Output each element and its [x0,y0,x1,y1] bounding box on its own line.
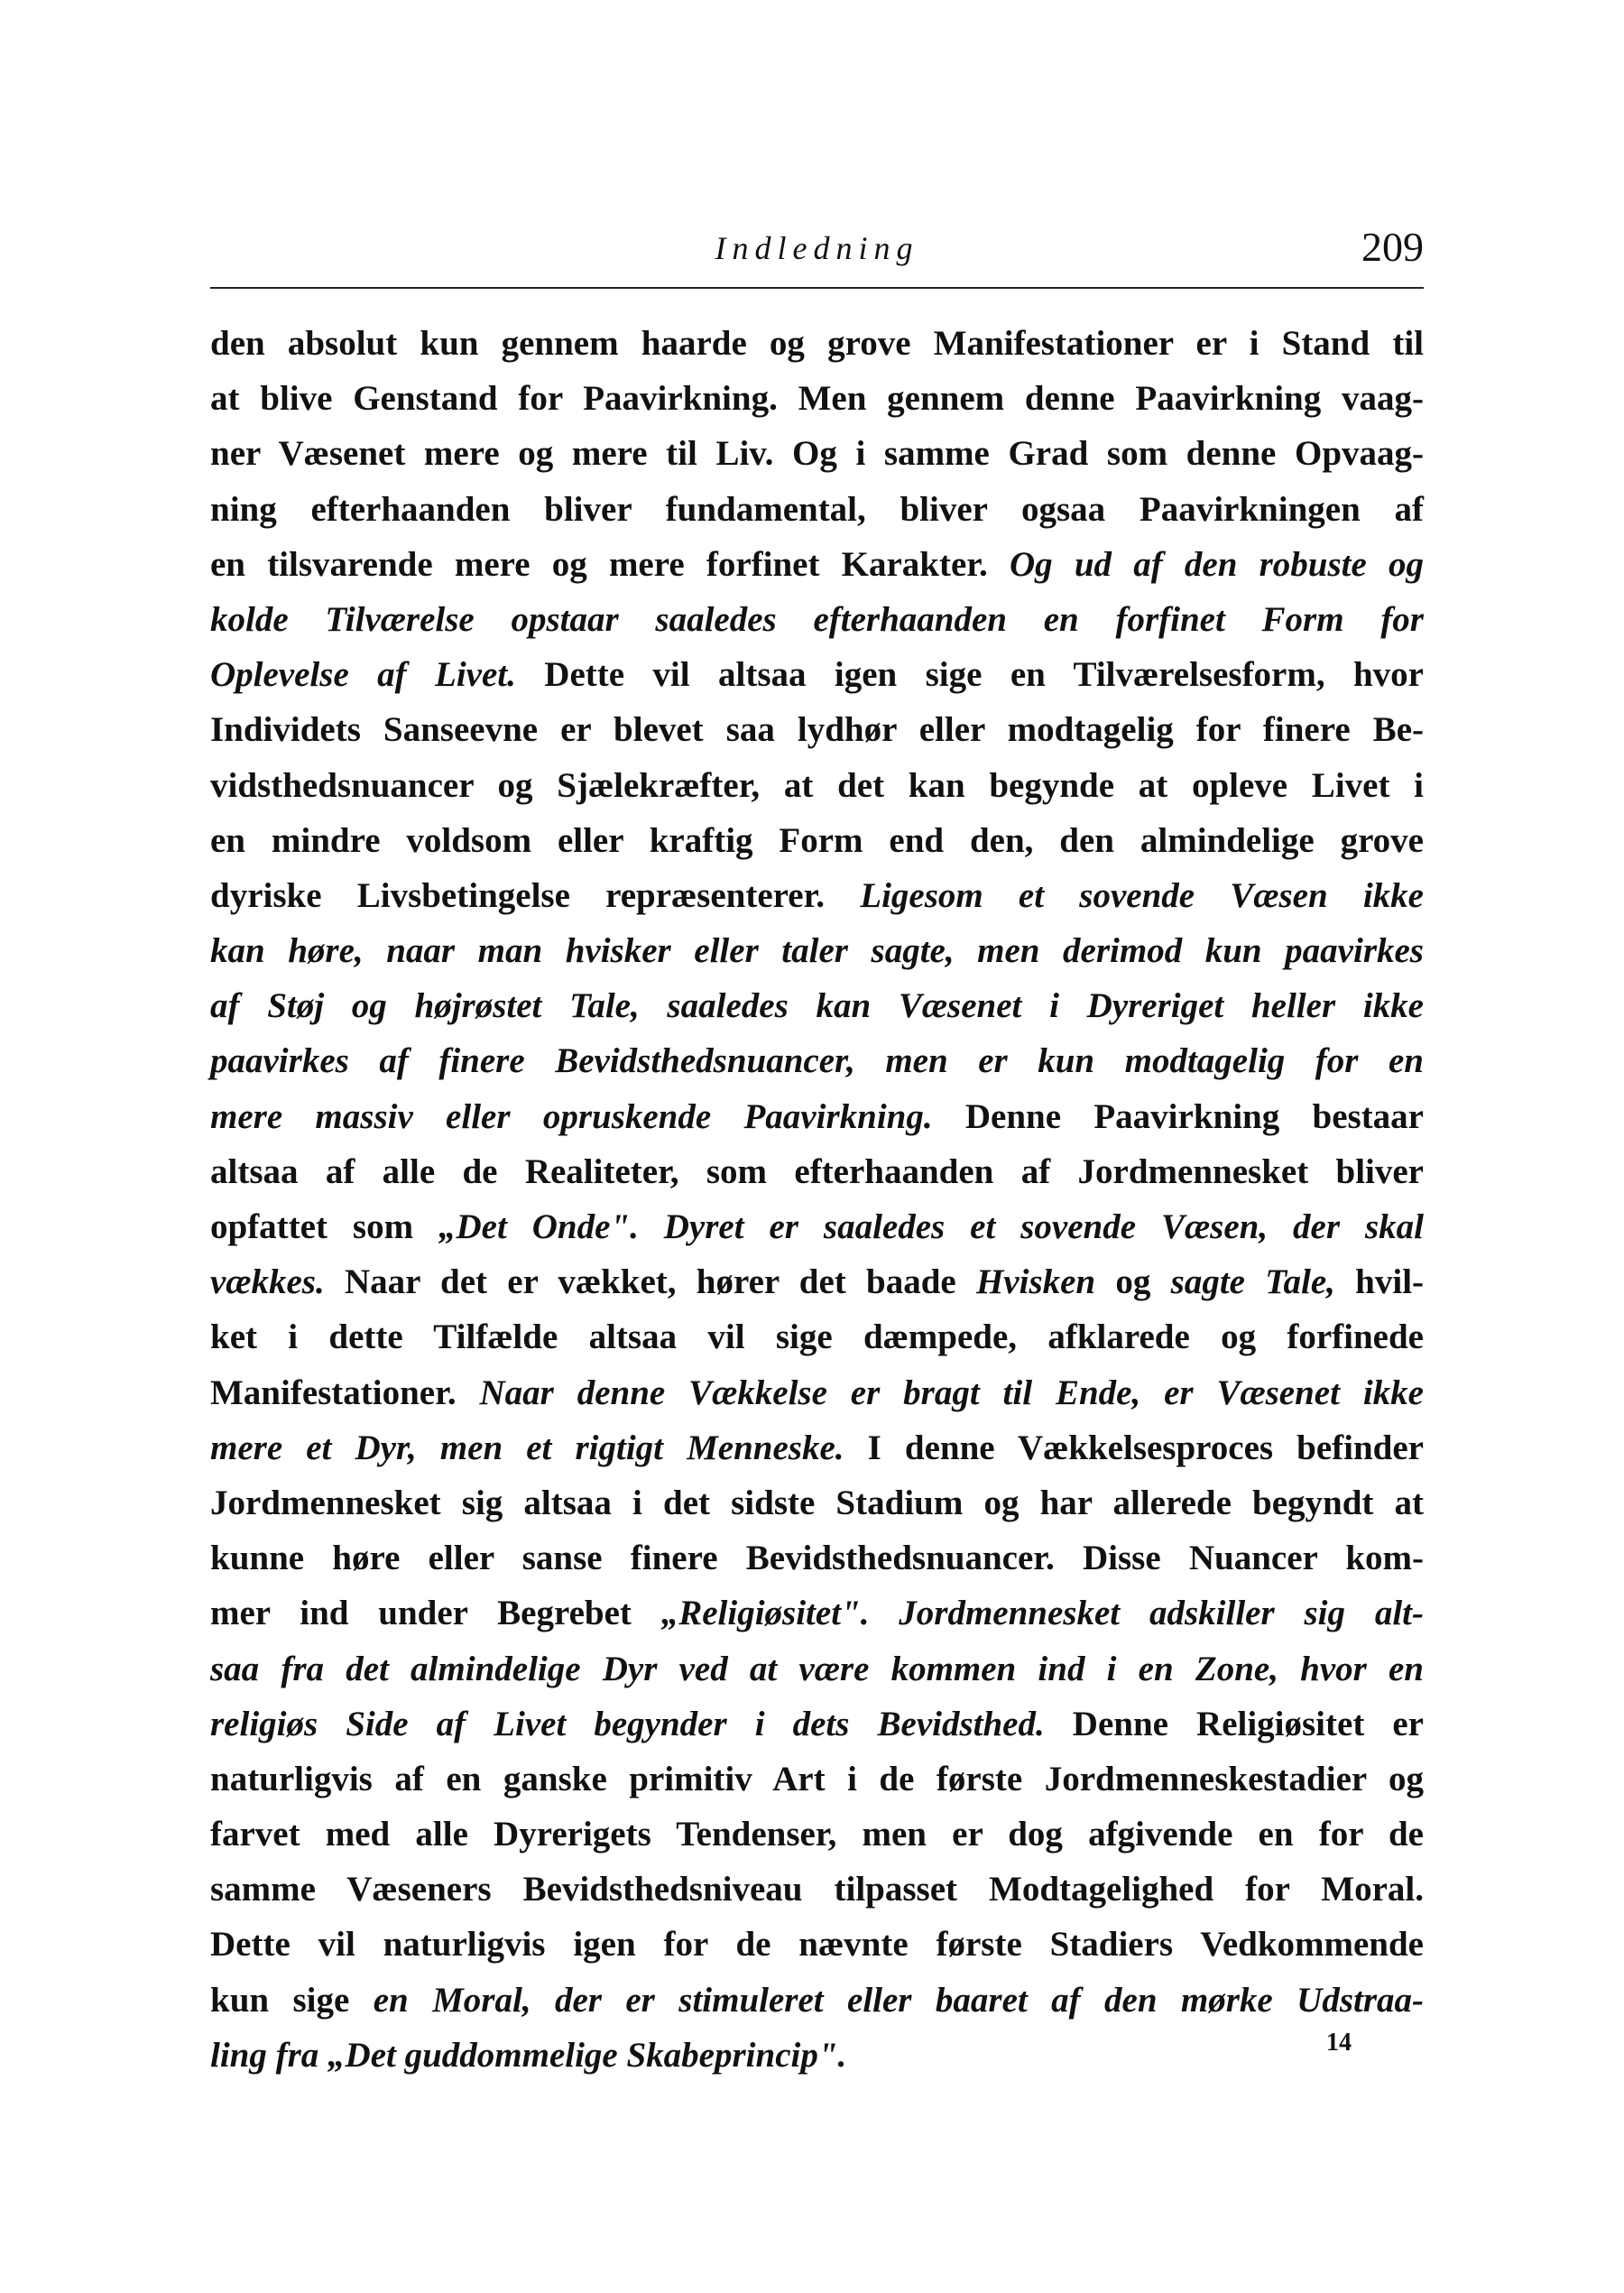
text-run: en mindre voldsom eller kraftig Form end den, den almindelige grove [210,820,1424,860]
text-run: Individets Sanseevne er blevet saa lydhør eller modtagelig for finere Be- [210,710,1424,750]
signature-mark: 14 [1326,2029,1352,2057]
text-line [210,426,1424,481]
text-line [210,1807,1424,1862]
text-run: naturligvis af en ganske primitiv Art i de første Jordmenneskestadier og [210,1759,1424,1798]
text-line [210,1973,1424,2028]
text-line [210,1641,1424,1697]
text-run: farvet med alle Dyrerigets Tendenser, men er dog afgivende en for de [210,1815,1424,1854]
text-run: Denne Paavirkning bestaar [932,1096,1424,1136]
italic-text-run: kan høre, naar man hvisker eller taler sagte, men derimod kun paavirkes [210,931,1424,971]
text-line [210,1752,1424,1807]
italic-text-run: religiøs Side af Livet begynder i dets Bevidsthed. [210,1704,1045,1743]
italic-text-run: en Moral, der er stimuleret eller baaret af den mørke Udstraa- [373,1980,1424,2020]
text-line [210,978,1424,1033]
text-run: altsaa af alle de Realiteter, som efterhaanden af Jordmennesket bliver [210,1151,1424,1191]
text-line [210,702,1424,757]
italic-text-run: Ligesom et sovende Væsen ikke [860,875,1424,915]
italic-text-run: paavirkes af finere Bevidsthedsnuancer, men er kun modtagelig for en [210,1041,1424,1081]
text-line [210,1586,1424,1641]
text-run: vidsthedsnuancer og Sjælekræfter, at det kan begynde at opleve Livet i [210,765,1424,805]
text-run: Denne Religiøsitet er [1044,1704,1424,1743]
text-run: Dette vil naturligvis igen for de nævnte første Stadiers Vedkommende [210,1925,1424,1965]
italic-text-run: mere massiv eller opruskende Paavirkning. [210,1096,933,1136]
text-line [210,371,1424,426]
text-line [210,923,1424,978]
text-run: Naar det er vækket, hører det baade [324,1262,976,1302]
page-number: 209 [1361,224,1424,270]
italic-text-run: Oplevelse af Livet. [210,655,516,695]
text-line [210,537,1424,592]
italic-text-run: saa fra det almindelige Dyr ved at være kommen ind i en Zone, hvor en [210,1649,1424,1688]
italic-text-run: af Støj og højrøstet Tale, saaledes kan Væsenet i Dyreriget heller ikke [210,986,1424,1026]
text-line [210,1862,1424,1917]
text-line [210,813,1424,868]
text-run: samme Væseners Bevidsthedsniveau tilpasset Modtagelighed for Moral. [210,1870,1424,1909]
text-line [210,1033,1424,1088]
italic-text-run: Naar denne Vækkelse er bragt til Ende, er Væsenet ikke [479,1373,1424,1412]
italic-text-run: vækkes. [210,1262,325,1302]
text-line [210,647,1424,702]
text-line [210,592,1424,647]
italic-text-run: Og ud af den robuste og [1009,544,1424,584]
italic-text-run: sagte Tale, [1170,1262,1335,1302]
text-line [210,1697,1424,1752]
text-line [210,1530,1424,1586]
text-run: Manifestationer. [210,1373,480,1412]
italic-text-run: mere et Dyr, men et rigtigt Menneske. [210,1428,844,1467]
text-run: ner Væsenet mere og mere til Liv. Og i samme Grad som denne Opvaag- [210,434,1424,474]
header-rule [210,287,1424,289]
text-line [210,1365,1424,1420]
body-text [210,316,1424,2083]
text-run: Dette vil altsaa igen sige en Tilværelsesform, hvor [515,655,1424,695]
text-run: og [1095,1262,1171,1302]
text-line [210,1475,1424,1530]
text-run: kunne høre eller sanse finere Bevidsthedsnuancer. Disse Nuancer kom- [210,1539,1424,1578]
text-run: dyriske Livsbetingelse repræsenterer. [210,875,861,915]
text-line [210,758,1424,813]
running-head [210,224,1424,284]
text-run: mer ind under Begrebet [210,1594,661,1633]
italic-text-run: Hvisken [975,1262,1096,1302]
text-line [210,1089,1424,1144]
text-line [210,1144,1424,1199]
text-run: den absolut kun gennem haarde og grove Manifestationer er i Stand til [210,324,1424,363]
text-line [210,1917,1424,1972]
text-line [210,1309,1424,1364]
text-run: en tilsvarende mere og mere forfinet Karakter. [210,544,1010,584]
text-line [210,1420,1424,1475]
italic-text-run: ling fra „Det guddommelige Skabeprincip". [210,2035,847,2075]
italic-text-run: „Religiøsitet". Jordmennesket adskiller sig alt- [660,1594,1424,1633]
text-line [210,316,1424,371]
text-line [210,482,1424,537]
text-run: opfattet som [210,1207,438,1246]
text-run: hvil- [1334,1262,1425,1302]
text-run: Jordmennesket sig altsaa i det sidste Stadium og har allerede begyndt at [210,1483,1424,1522]
text-run: ning efterhaanden bliver fundamental, bliver ogsaa Paavirkningen af [210,489,1424,529]
text-run: at blive Genstand for Paavirkning. Men gennem denne Paavirkning vaag- [210,379,1424,419]
text-line [210,1254,1424,1309]
text-line [210,1199,1424,1254]
italic-text-run: kolde Tilværelse opstaar saaledes efterhaanden en forfinet Form for [210,599,1424,639]
text-line [210,868,1424,923]
italic-text-run: „Det Onde". Dyret er saaledes et sovende Væsen, der skal [438,1207,1424,1246]
text-line [210,2028,1424,2083]
text-run: ket i dette Tilfælde altsaa vil sige dæmpede, afklarede og forfinede [210,1318,1424,1357]
text-run: kun sige [210,1980,374,2020]
text-run: I denne Vækkelsesproces befinder [844,1428,1424,1467]
running-title: Indledning [715,230,919,266]
